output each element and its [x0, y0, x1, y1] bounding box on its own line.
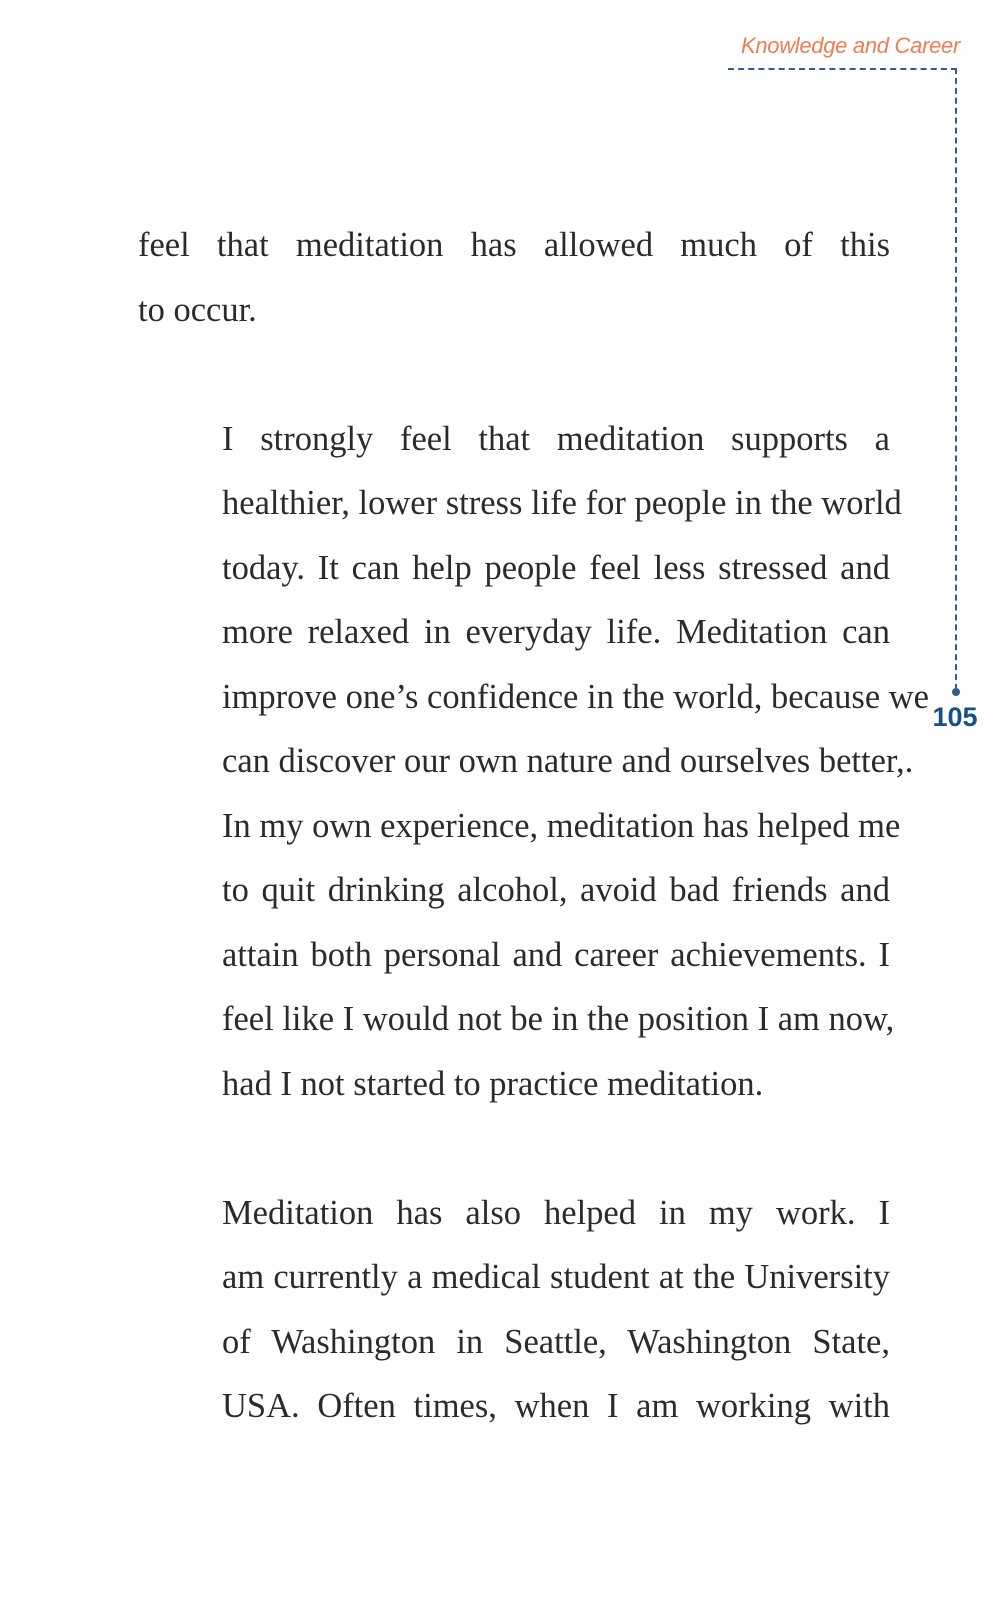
text-line: attain both personal and career achievements. I — [222, 935, 890, 974]
header-rule-vertical — [955, 68, 957, 690]
text-line: to quit drinking alcohol, avoid bad friends and — [222, 871, 890, 909]
text-line: of Washington in Seattle, Washington State, — [222, 1322, 890, 1361]
text-line: healthier, lower stress life for people in the world — [222, 484, 902, 522]
text-line: improve one’s confidence in the world, because we — [222, 677, 929, 716]
paragraph-continued — [138, 213, 890, 342]
text-line: can discover our own nature and ourselves better,. — [222, 742, 914, 780]
text-line: to occur. — [138, 290, 257, 329]
running-head: Knowledge and Career — [740, 33, 960, 58]
text-line: In my own experience, meditation has helped me — [222, 806, 901, 845]
text-line: had I not started to practice meditation. — [222, 1064, 764, 1103]
text-line: feel like I would not be in the position I am now, — [222, 1000, 895, 1038]
paragraph-meditation-benefits — [138, 407, 929, 1117]
text-line: I strongly feel that meditation supports a — [222, 419, 890, 458]
text-line: today. It can help people feel less stressed and — [222, 548, 890, 587]
text-line: USA. Often times, when I am working with — [222, 1387, 890, 1425]
page-number: 105 — [932, 702, 978, 732]
header-rule-horizontal — [728, 68, 957, 70]
body-text — [138, 213, 929, 1439]
text-line: more relaxed in everyday life. Meditation can — [222, 613, 890, 651]
text-line: Meditation has also helped in my work. I — [222, 1193, 890, 1232]
paragraph-work — [138, 1181, 890, 1439]
text-line: am currently a medical student at the University — [222, 1258, 890, 1296]
rule-end-dot — [952, 688, 960, 696]
text-line: feel that meditation has allowed much of this — [138, 226, 890, 264]
